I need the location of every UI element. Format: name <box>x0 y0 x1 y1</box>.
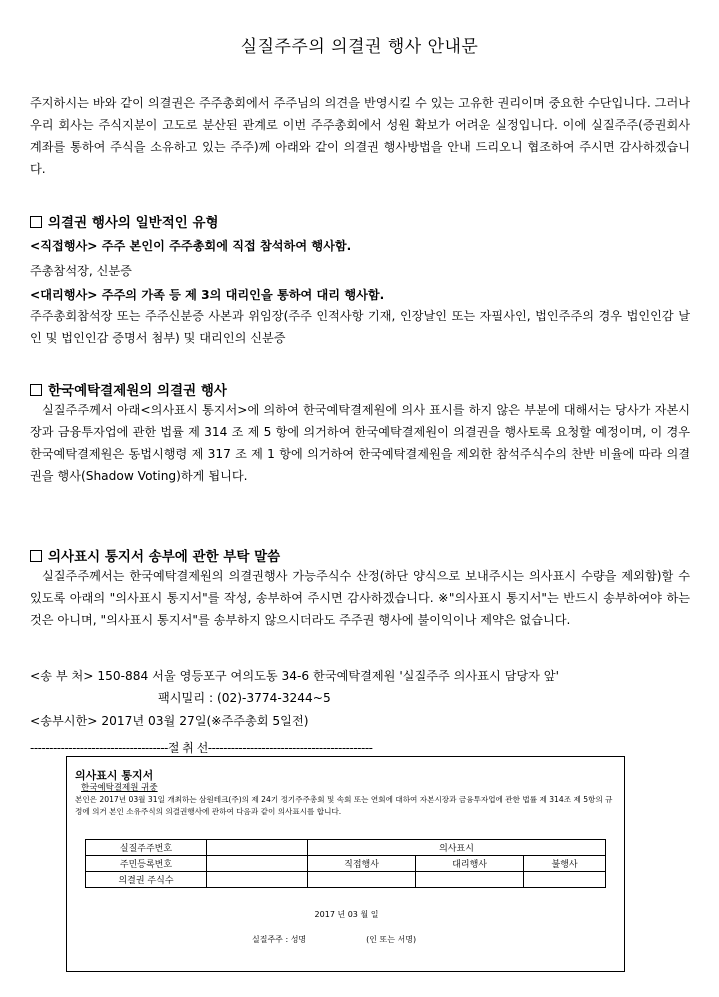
intent-notice-form <box>66 756 625 972</box>
row-label-shares: 의결권 주식수 <box>86 872 207 888</box>
absent-shares-field[interactable] <box>524 872 606 888</box>
direct-vote-desc: 주총참석장, 신분증 <box>30 264 132 278</box>
shares-field[interactable] <box>207 872 308 888</box>
section2-body: 실질주주께서 아래<의사표시 통지서>에 의하여 한국예탁결제원에 의사 표시를 하지 않은 부분에 대해서는 당사가 자본시장과 금융투자업에 관한 법률 제 314 조 제 5 항에 의거하여 한국예탁결제원이 의결권을 행사토록 요청할 예정이며, 이 경우 한국예탁결제원은 동법시행령 제 317 조 제 1 항에 의거하여 한국예탁결제원을 제외한 참석주식수의 찬반 비율에 따라 의결권을 행사(Shadow Voting)하게 됩니다. <box>30 403 690 483</box>
direct-shares-field[interactable] <box>308 872 416 888</box>
section3-heading <box>30 545 280 565</box>
proxy-shares-field[interactable] <box>416 872 524 888</box>
resident-no-field[interactable] <box>207 856 308 872</box>
cut-line: ------------------------------------절 취 선------------------------------------------- <box>30 741 373 755</box>
direct-vote-title: <직접행사> 주주 본인이 주주총회에 직접 참석하여 행사함. <box>30 239 352 253</box>
intent-table <box>85 839 606 888</box>
section2-heading <box>30 379 227 399</box>
form-title: 의사표시 통지서 <box>75 769 154 782</box>
row-label-resident-no: 주민등록번호 <box>86 856 207 872</box>
col-direct: 직접행사 <box>308 856 416 872</box>
col-absent: 불행사 <box>524 856 606 872</box>
section1-heading <box>30 211 219 231</box>
form-body: 본인은 2017년 03월 31일 개최하는 삼원테크(주)의 제 24기 정기주주총회 및 속회 또는 연회에 대하여 자본시장과 금융투자업에 관한 법률 제 314조 제 5항의 규정에 의거 본인 소유주식의 의결권행사에 관하여 다음과 같이 의사표시를 합니다. <box>75 795 613 816</box>
section2-heading-text: 한국예탁결제원의 의결권 행사 <box>48 383 227 399</box>
proxy-vote-desc: 주주총회참석장 또는 주주신분증 사본과 위임장(주주 인적사항 기재, 인장날인 또는 자필사인, 법인주주의 경우 법인인감 날인 및 법인인감 증명서 첨부) 및 대리인의 신분증 <box>30 309 690 345</box>
fax-number: 팩시밀리 : (02)-3774-3244~5 <box>158 691 331 705</box>
page-title: 실질주주의 의결권 행사 안내문 <box>240 37 479 57</box>
table-row <box>86 872 606 888</box>
col-proxy: 대리행사 <box>416 856 524 872</box>
signature-label: 실질주주 : 성명 <box>252 935 307 944</box>
holder-no-field[interactable] <box>207 840 308 856</box>
checkbox-square-icon <box>30 384 42 396</box>
section3-body: 실질주주께서는 한국예탁결제원의 의결권행사 가능주식수 산정(하단 양식으로 보내주시는 의사표시 수량을 제외함)할 수 있도록 아래의 "의사표시 통지서"를 작성, 송부하여 주시면 감사하겠습니다. ※"의사표시 통지서"는 반드시 송부하여야 하는 것은 아니며, "의사표시 통지서"를 송부하지 않으시더라도 주주권 행사에 불이익이나 제약은 없습니다. <box>30 569 690 627</box>
checkbox-square-icon <box>30 550 42 562</box>
checkbox-square-icon <box>30 216 42 228</box>
table-row <box>86 856 606 872</box>
signature-seal: (인 또는 서명) <box>366 935 417 944</box>
row-label-holder-no: 실질주주번호 <box>86 840 207 856</box>
form-date: 2017 년 03 월 일 <box>314 910 379 919</box>
section3-heading-text: 의사표시 통지서 송부에 관한 부탁 말씀 <box>48 549 281 565</box>
form-recipient: 한국예탁결제원 귀중 <box>81 783 158 793</box>
form-signature <box>252 934 416 945</box>
intro-paragraph: 주지하시는 바와 같이 의결권은 주주총회에서 주주님의 의견을 반영시킬 수 있는 고유한 권리이며 중요한 수단입니다. 그러나 우리 회사는 주식지분이 고도로 분산된 관계로 이번 주주총회에서 성원 확보가 어려운 실정입니다. 이에 실질주주(증권회사 계좌를 통하여 주식을 소유하고 있는 주주)께 아래와 같이 의결권 행사방법을 안내 드리오니 협조하여 주시면 감사하겠습니다. <box>30 96 690 176</box>
table-row <box>86 840 606 856</box>
header-intent: 의사표시 <box>308 840 606 856</box>
send-to-address: <송 부 처> 150-884 서울 영등포구 여의도동 34-6 한국예탁결제원 '실질주주 의사표시 담당자 앞' <box>30 669 559 683</box>
proxy-vote-title: <대리행사> 주주의 가족 등 제 3의 대리인을 통하여 대리 행사함. <box>30 288 385 302</box>
section1-heading-text: 의결권 행사의 일반적인 유형 <box>48 215 219 231</box>
send-deadline: <송부시한> 2017년 03월 27일(※주주총회 5일전) <box>30 714 309 728</box>
